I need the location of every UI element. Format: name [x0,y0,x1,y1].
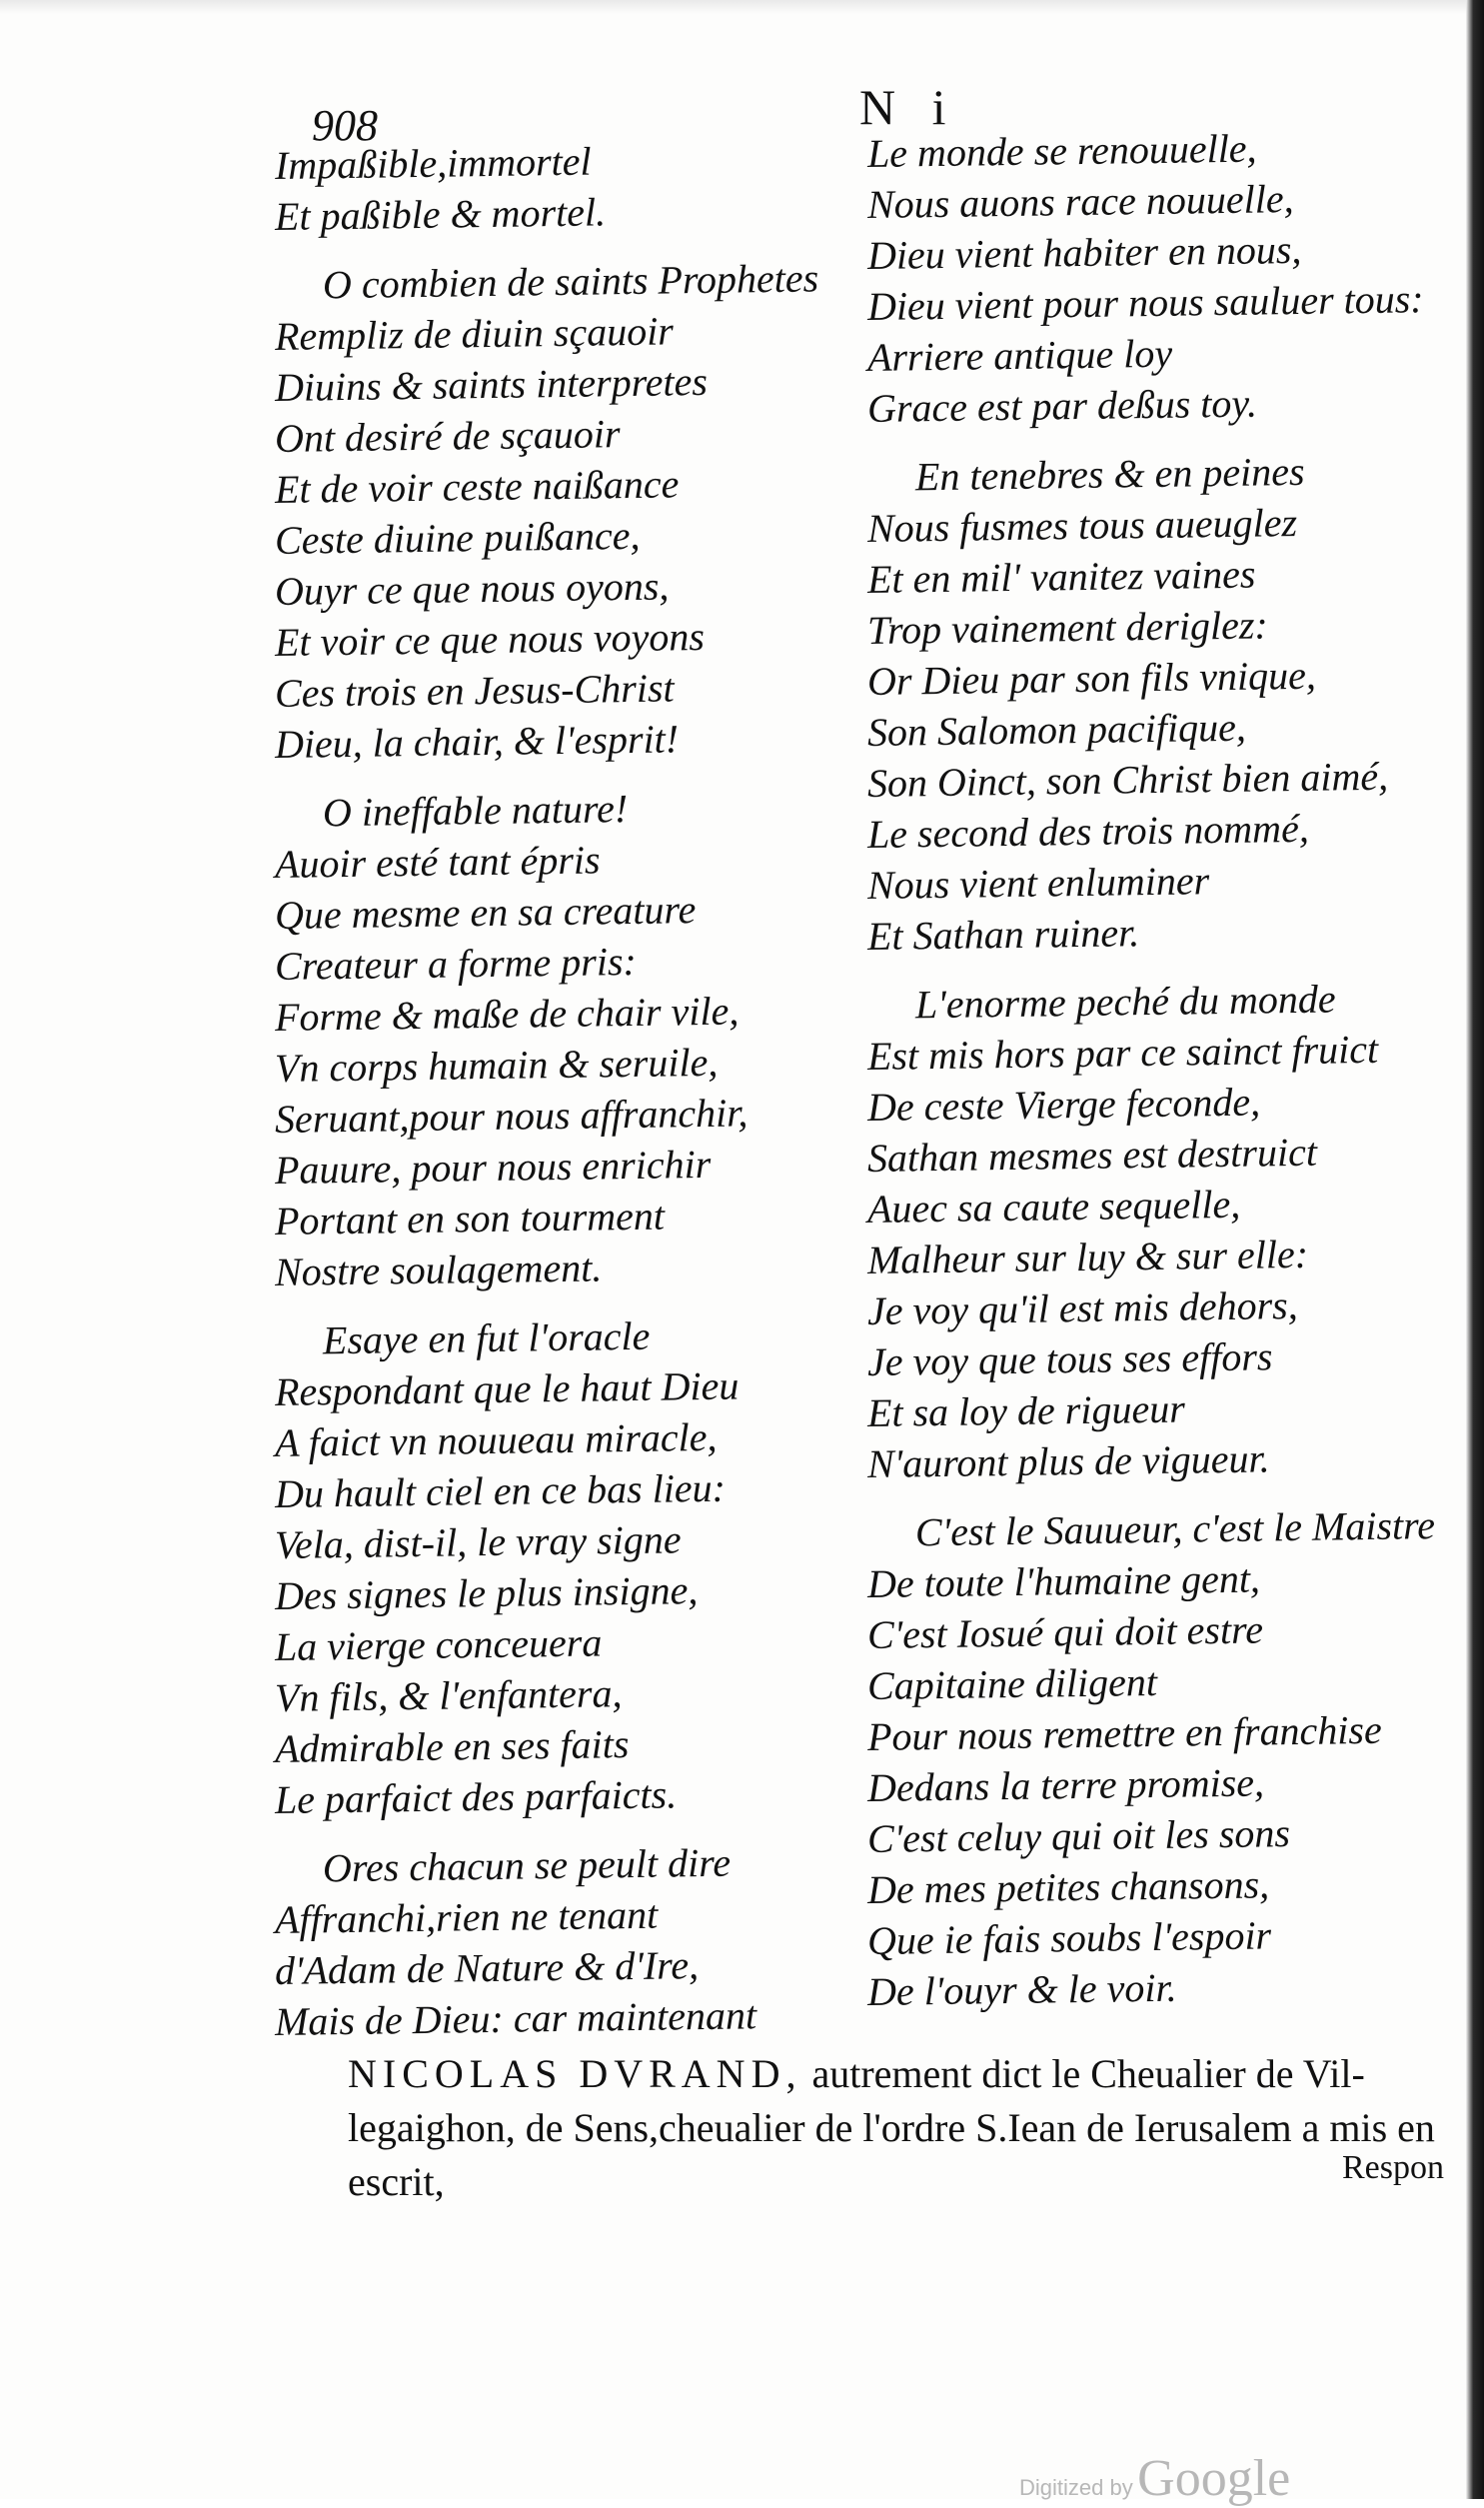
verse-line: Trop vainement deriglez: [866,602,1268,653]
verse-line: Dedans la terre promise, [866,1759,1265,1810]
verse-line: Le monde se renouuelle, [866,125,1257,176]
verse-line: Que mesme en sa creature [274,887,697,938]
stanza [866,976,1467,1489]
verse-line: Mais de Dieu: car maintenant [274,1992,757,2044]
verse-line: Du hault ciel en ce bas lieu: [274,1464,727,1516]
verse-line: Son Oinct, son Christ bien aimé, [866,753,1389,806]
signature-mark: N i [859,79,958,135]
verse-line: C'est Iosué qui doit estre [866,1606,1264,1657]
verse-line: C'est celuy qui oit les sons [866,1810,1291,1861]
verse-line: Et paßible & mortel. [274,189,607,239]
verse-line: N'auront plus de vigueur. [866,1435,1270,1486]
verse-line: Auec sa caute sequelle, [866,1181,1241,1232]
verse-line: Et voir ce que nous voyons [274,614,706,665]
verse-line: Vela, dist-il, le vray signe [274,1516,682,1567]
verse-line: De ceste Vierge feconde, [866,1079,1261,1130]
verse-line: La vierge conceuera [274,1619,603,1669]
footer-text [348,2047,1457,2209]
verse-line: Et sa loy de rigueur [866,1385,1186,1435]
stanza [866,1502,1467,2017]
verse-line: Grace est par deßus toy. [866,380,1258,431]
verse-line: C'est le Sauueur, c'est le Maistre [914,1502,1436,1555]
stanza [274,1312,874,1825]
verse-line: Des signes le plus insigne, [274,1567,699,1618]
verse-line: Dieu vient pour nous sauluer tous: [866,276,1424,329]
digitized-watermark [1019,2449,1290,2508]
verse-line: Nostre soulagement. [274,1245,603,1294]
verse-line: Son Salomon pacifique, [866,704,1247,755]
verse-line: Et Sathan ruiner. [866,910,1140,959]
google-logo: Google [1137,2450,1291,2507]
verse-line: O ineffable nature! [322,786,629,836]
verse-line: Seruant,pour nous affranchir, [274,1090,748,1142]
verse-line: Nous fusmes tous aueuglez [866,499,1298,551]
watermark-prefix: Digitized by [1019,2475,1133,2500]
verse-line: Nous vient enluminer [866,858,1210,908]
verse-line: Esaye en fut l'oracle [322,1312,651,1363]
verse-line: Vn corps humain & seruile, [274,1039,719,1091]
verse-line: Pauure, pour nous enrichir [274,1141,712,1193]
verse-line: Malheur sur luy & sur elle: [866,1231,1309,1282]
verse-line: De mes petites chansons, [866,1861,1270,1912]
verse-line: Vn fils, & l'enfantera, [274,1670,623,1720]
verse-line: Ceste diuine puißance, [274,512,641,563]
verse-line: Auoir esté tant épris [274,837,601,887]
author-name: NICOLAS DVRAND, [348,2051,802,2096]
verse-line: Dieu, la chair, & l'esprit! [274,716,680,767]
verse-line: Or Dieu par son fils vnique, [866,652,1317,704]
verse-line: Ces trois en Jesus-Christ [274,665,675,716]
verse-line: Createur a forme pris: [274,938,638,989]
verse-line: Ouyr ce que nous oyons, [274,563,670,614]
verse-line: L'enorme peché du monde [914,976,1336,1028]
verse-line: d'Adam de Nature & d'Ire, [274,1942,700,1993]
stanza [866,125,1467,434]
verse-line: Et de voir ceste naißance [274,461,680,512]
verse-line: Impaßible,immortel [274,138,592,188]
stanza [274,255,874,770]
verse-line: A faict vn nouueau miracle, [274,1413,718,1465]
verse-line: Pour nous remettre en franchise [866,1706,1382,1759]
footer-line-2: legaighon, de Sens,cheualier de l'ordre S.Iean de Ierusalem a mis en escrit, [348,2105,1435,2204]
verse-line: Capitaine diligent [866,1658,1158,1708]
catchword: Respon [1342,2149,1444,2186]
page-top-edge [0,0,1484,14]
verse-line: Ont desiré de sçauoir [274,411,621,461]
verse-line: Que ie fais soubs l'espoir [866,1912,1272,1963]
stanza [275,788,874,1297]
verse-line: Je voy que tous ses effors [866,1333,1273,1384]
verse-line: Admirable en ses faits [274,1721,630,1771]
verse-line: De toute l'humaine gent, [866,1555,1261,1606]
verse-line: Affranchi,rien ne tenant [274,1891,659,1942]
right-column [866,125,1467,2035]
verse-line: O combien de saints Prophetes [322,255,819,308]
left-column [275,140,874,2065]
verse-line: Ores chacun se peult dire [322,1839,732,1891]
verse-line: Sathan mesmes est destruict [866,1129,1318,1181]
verse-line: Le second des trois nommé, [866,805,1310,857]
verse-line: Est mis hors par ce sainct fruict [866,1026,1379,1079]
verse-line: Et en mil' vanitez vaines [866,551,1256,602]
verse-line: Forme & maße de chair vile, [274,988,740,1040]
verse-line: Je voy qu'il est mis dehors, [866,1281,1298,1333]
verse-line: Le parfaict des parfaicts. [274,1771,678,1822]
verse-line: En tenebres & en peines [914,448,1305,500]
verse-line: Respondant que le haut Dieu [274,1362,740,1414]
page-number: 908 [312,101,378,150]
verse-line: Diuins & saints interpretes [274,358,709,410]
verse-line: Arriere antique loy [866,330,1173,380]
verse-line: Portant en son tourment [274,1193,666,1244]
verse-line: De l'ouyr & le voir. [866,1964,1177,2014]
verse-line: Nous auons race nouuelle, [866,176,1294,227]
verse-line: Rempliz de diuin sçauoir [274,308,675,359]
stanza [866,448,1467,962]
stanza [274,1839,874,2047]
page-right-edge [1466,0,1484,2499]
stanza [275,140,874,242]
footer-line-1: autrement dict le Cheualier de Vil- [801,2051,1365,2096]
verse-line: Dieu vient habiter en nous, [866,226,1302,278]
